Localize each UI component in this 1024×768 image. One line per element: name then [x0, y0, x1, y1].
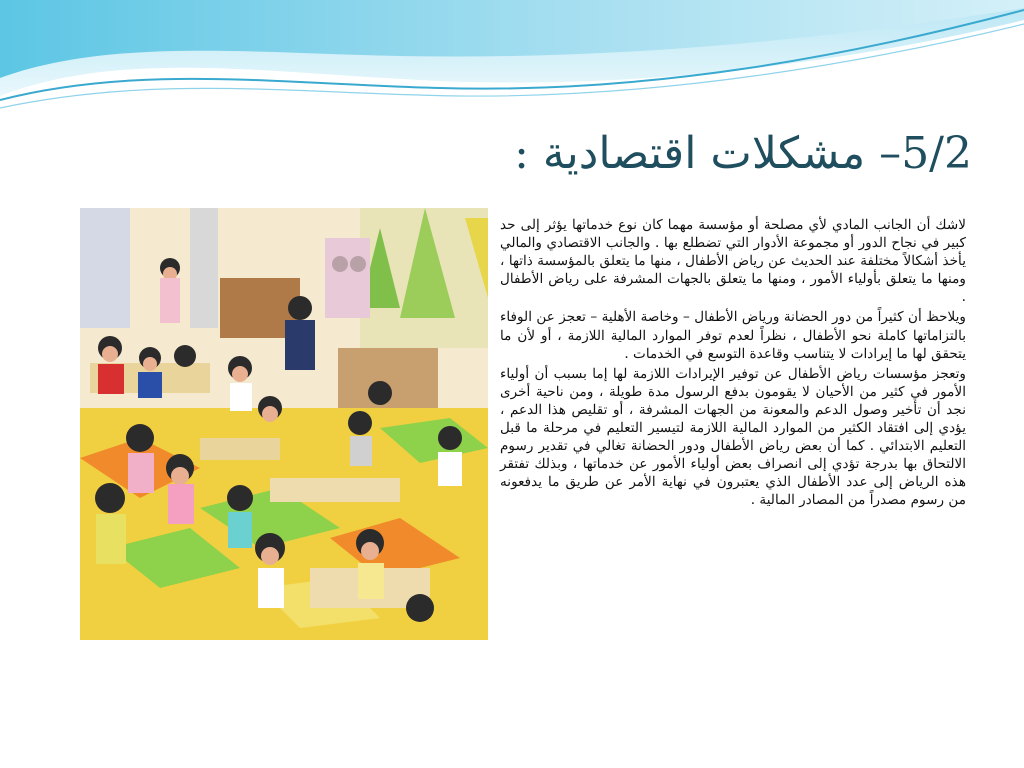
slide-title: 5/2– مشكلات اقتصادية :	[514, 128, 972, 179]
body-text	[500, 216, 966, 512]
paragraph-2: ويلاحظ أن كثيراً من دور الحضانة ورياض الأطفال – وخاصة الأهلية – تعجز عن الوفاء بالتزاماتها كاملة نحو الأطفال ، نظراً لعدم توفر الموارد المالية اللازمة ، أو لأن ما يتحقق لها ما إيرادات لا يتناسب وقاعدة التوسع في الخدمات .	[500, 309, 966, 362]
header-wave-decoration	[0, 0, 1024, 120]
paragraph-1: لاشك أن الجانب المادي لأي مصلحة أو مؤسسة مهما كان نوع خدماتها يؤثر إلى حد كبير في نجاح الدور أو مجموعة الأدوار التي تضطلع بها . والجانب الاقتصادي والمالي يأخذ أشكالاً مختلفة عند الحديث عن رياض الأطفال ، منها ما يتعلق بالمؤسسة ذاتها ، ومنها ما يتعلق بأولياء الأمور ، ومنها ما يتعلق بالجهات المشرفة على رياض الأطفال .	[500, 217, 966, 306]
paragraph-3: وتعجز مؤسسات رياض الأطفال عن توفير الإيرادات اللازمة لها إما بسبب أن أولياء الأمور في كثير من الأحيان لا يقومون بدفع الرسول مدة طويلة ، ومن ناحية أخرى نجد أن تأخير وصول الدعم والمعونة من الجهات المشرفة ، أو تقليص هذا الدعم ، يؤدي إلى افتقاد الكثير من الموارد المالية اللازمة لتيسير التعليم في مرحلة ما قبل التعليم الابتدائي . كما أن بعض رياض الأطفال ودور الحضانة تغالي في تقدير رسوم الالتحاق بها بدرجة تؤدي إلى انصراف بعض أولياء الأمور عن خدماتها ، وبذلك تفتقر هذه الرياض إلى عدد الأطفال الذي يعتبرون في نهاية الأمر عن طريق ما يدفعونه من رسوم مصدراً من المصادر المالية .	[500, 365, 966, 509]
kindergarten-classroom-photo	[80, 208, 488, 640]
